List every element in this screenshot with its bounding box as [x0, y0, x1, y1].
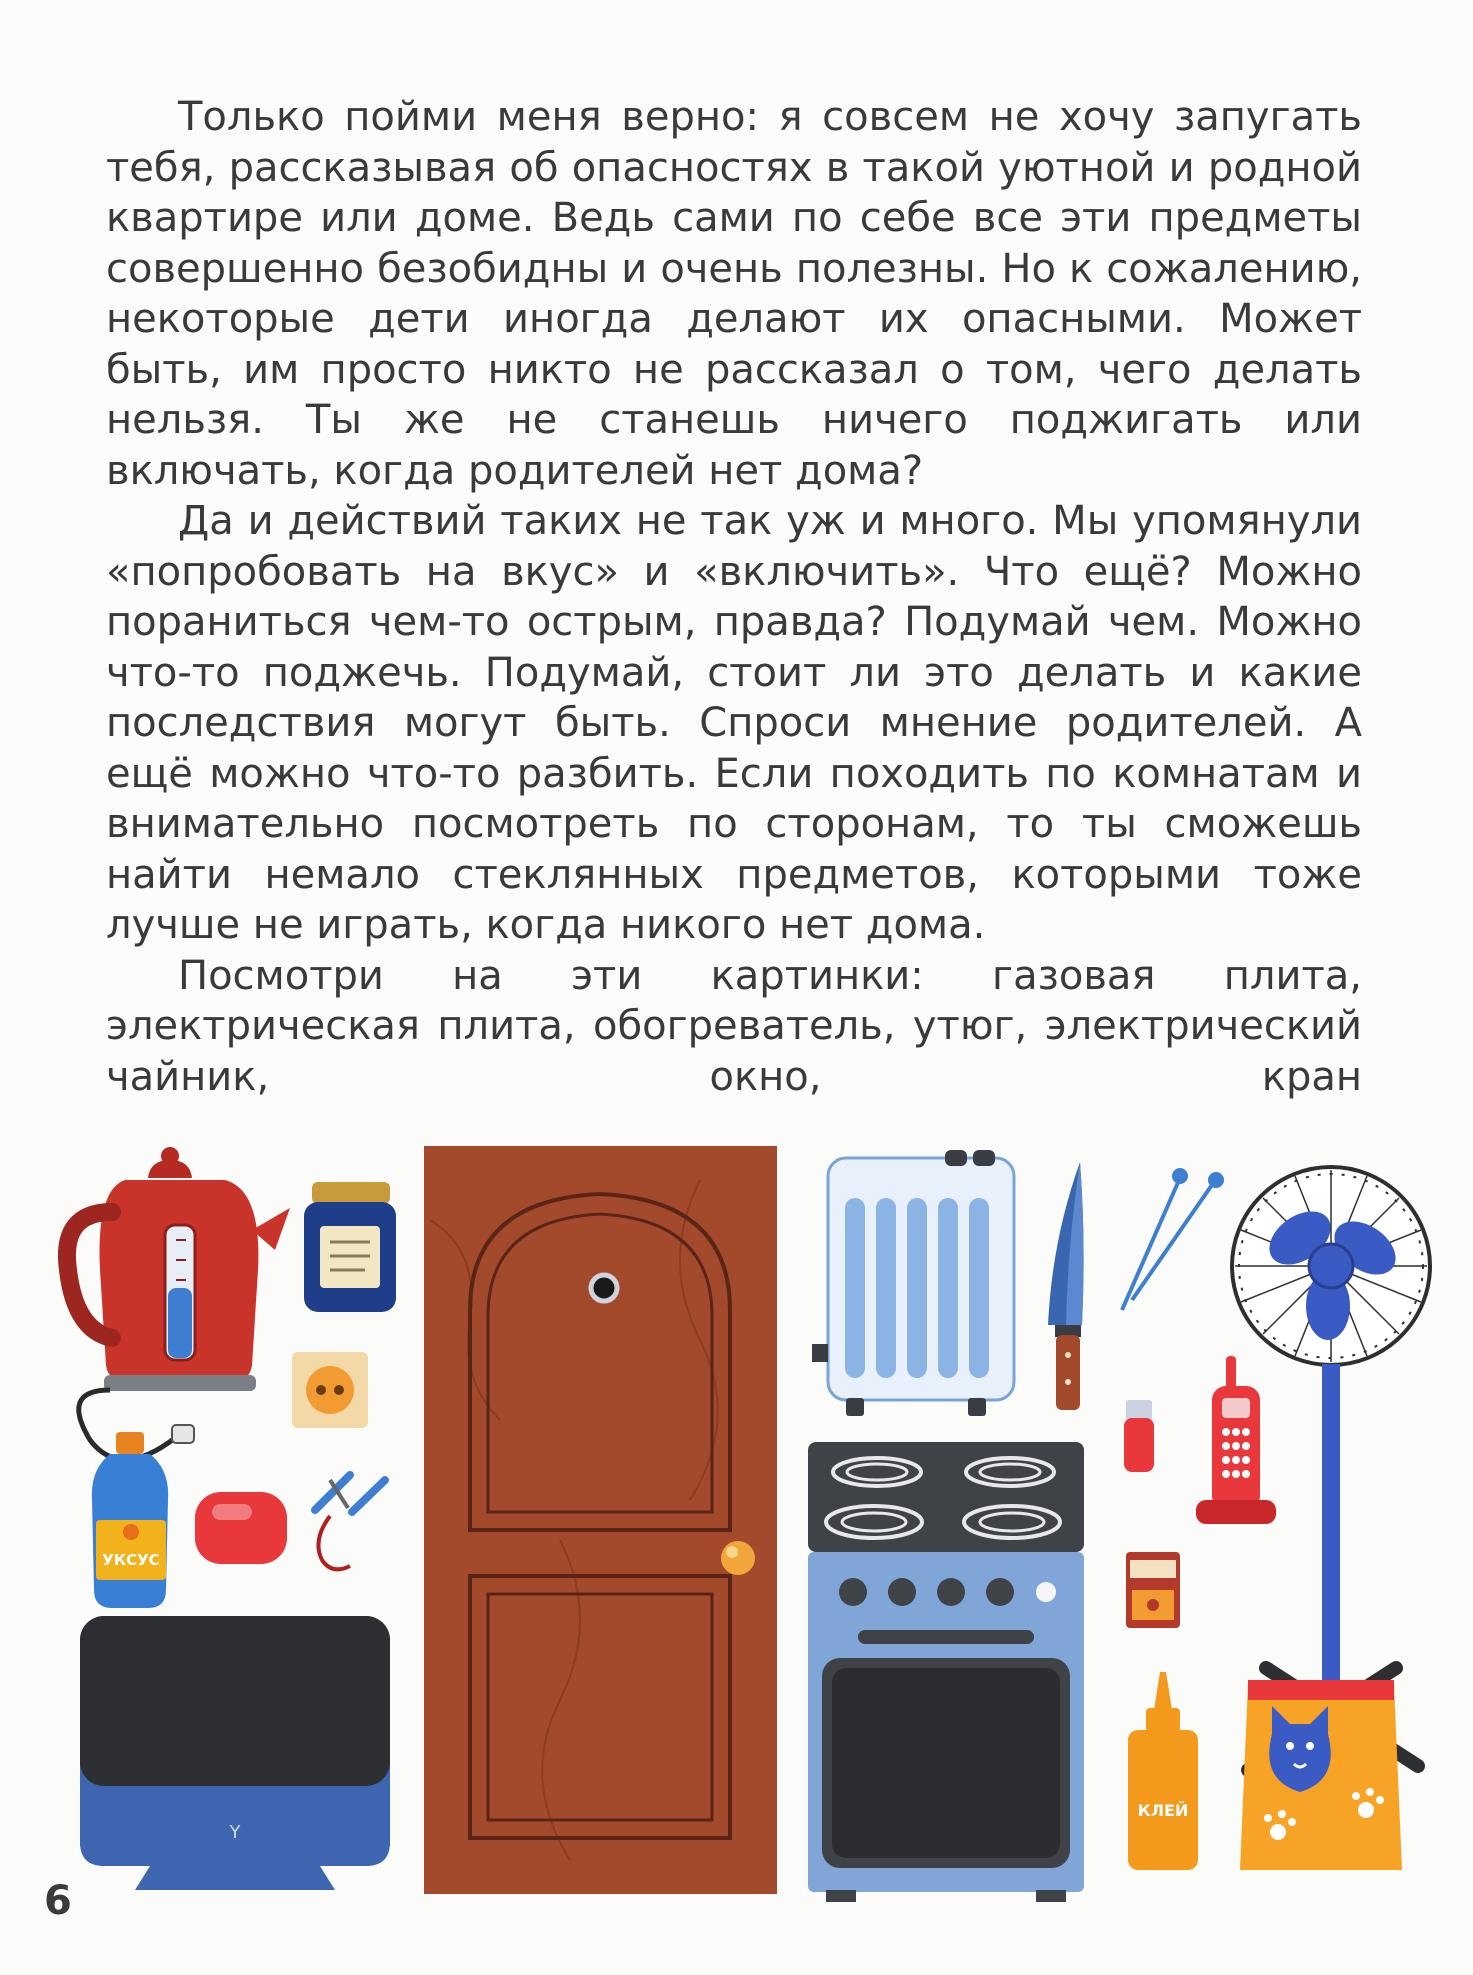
monitor-icon	[80, 1616, 390, 1890]
svg-text:Y: Y	[229, 1822, 241, 1843]
knife-icon	[1048, 1162, 1084, 1410]
paragraph-1: Только пойми меня верно: я совсем не хочу запугать тебя, рассказывая об опасностях в такой уютной и родной квартире или доме. Ведь сами по себе все эти предметы совершенно безобидны и очень полезны. Но к сожалению, некоторые дети иногда делают их опасными. Может быть, им просто никто не рассказал о том, чего делать нельзя. Ты же не станешь ничего поджигать или включать, когда родителей нет дома?	[106, 94, 1362, 494]
pet-food-bag-icon	[1240, 1680, 1402, 1870]
page-number: 6	[44, 1878, 72, 1924]
glue-bottle-icon	[1128, 1672, 1198, 1870]
household-items-illustration	[0, 1120, 1473, 1920]
socket-icon	[292, 1352, 368, 1428]
phone-icon	[1196, 1356, 1276, 1524]
scissors-icon	[315, 1475, 385, 1569]
knitting-needles-icon	[1122, 1168, 1224, 1310]
paragraph-3: Посмотри на эти картинки: газовая плита, электрическая плита, обогреватель, утюг, электрический чайник, окно, кран	[106, 952, 1362, 1100]
vinegar-label: УКСУС	[102, 1551, 160, 1569]
soap-icon	[195, 1492, 287, 1564]
glue-label: КЛЕЙ	[1137, 1801, 1189, 1820]
lighter-icon	[1124, 1400, 1154, 1472]
door-icon	[424, 1146, 777, 1894]
jar-icon	[304, 1182, 396, 1312]
matchbox-icon	[1126, 1552, 1180, 1628]
fan-icon	[1232, 1167, 1430, 1770]
heater-icon	[812, 1150, 1014, 1416]
kettle-icon	[67, 1147, 290, 1460]
body-text	[106, 92, 1362, 1102]
paragraph-2: Да и действий таких не так уж и много. Мы упомянули «попробовать на вкус» и «включить». Что ещё? Можно пораниться чем-то острым, правда? Подумай чем. Можно что-то поджечь. Подумай, стоит ли это делать и какие последствия могут быть. Спроси мнение родителей. А ещё можно что-то разбить. Если походить по комнатам и внимательно посмотреть по сторонам, то ты сможешь найти немало стеклянных предметов, которыми тоже лучше не играть, когда никого нет дома.	[106, 498, 1362, 948]
stove-icon	[808, 1442, 1084, 1902]
vinegar-bottle-icon	[92, 1432, 168, 1608]
